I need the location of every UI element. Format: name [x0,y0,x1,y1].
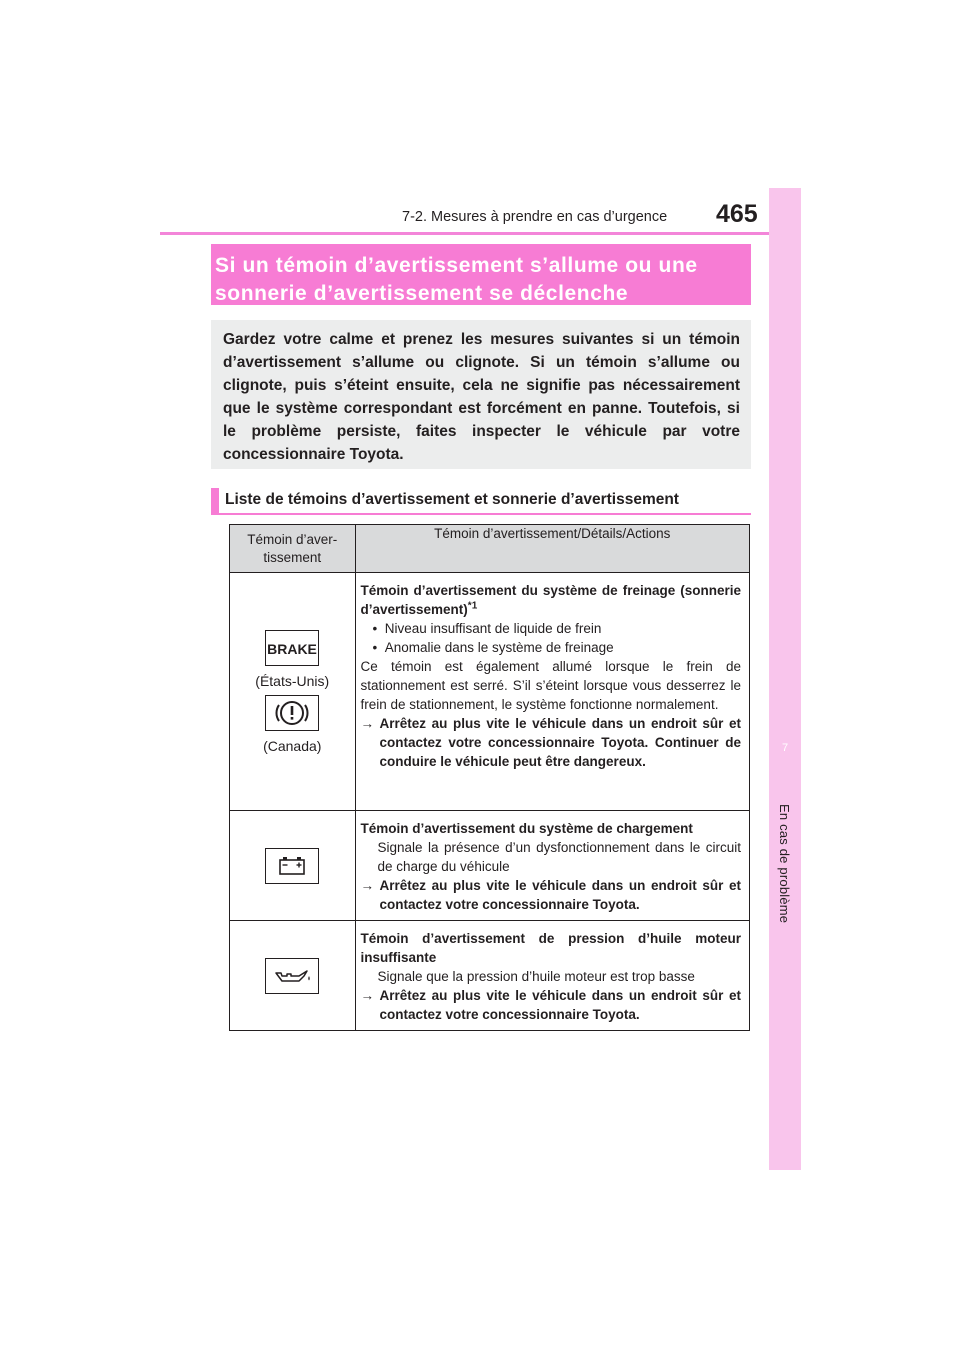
header-description-column-label: Témoin d’avertissement/Détails/Actions [434,526,671,541]
battery-icon [265,848,319,884]
section-heading-line-2: sonnerie d’avertissement se déclenche [215,282,629,305]
page-number: 465 [716,200,758,228]
row-action-text: Arrêtez au plus vite le véhicule dans un endroit sûr et contactez votre concessionnaire Toyota. [379,878,741,912]
exclamation-circle-warning-icon [265,695,319,731]
table-row [230,811,750,921]
icon-caption-canada: (Canada) [263,737,322,754]
brake-warning-icon [265,630,319,666]
list-item-text: Anomalie dans le système de freinage [384,640,614,655]
description-cell [355,811,750,921]
icon-caption-usa: (États-Unis) [255,672,330,689]
section-heading [211,244,751,305]
row-title-text: Témoin d’avertissement du système de freinage (sonnerie d’avertissement) [360,583,741,617]
header-rule [160,232,801,235]
running-header: 7-2. Mesures à prendre en cas d’urgence [402,209,668,225]
row-action [361,986,742,1024]
footnote-marker: *1 [467,600,478,612]
description-cell [355,573,750,811]
oil-pressure-icon [265,958,319,994]
subheading: Liste de témoins d’avertissement et sonnerie d’avertissement [225,491,679,508]
warning-light-table [229,524,750,1031]
list-item-text: Niveau insuffisant de liquide de frein [384,621,602,636]
arrow-icon: → [360,988,374,1003]
chapter-number: 7 [781,742,789,754]
row-title [361,581,742,619]
row-title: Témoin d’avertissement de pression d’huile moteur insuffisante [360,931,741,965]
row-action [361,714,742,771]
chapter-side-tab [769,188,801,1170]
row-action [361,876,742,914]
table-row [230,921,750,1031]
list-item: • Anomalie dans le système de freinage [372,640,614,655]
chapter-side-label: En cas de problème [777,804,792,924]
intro-text: Gardez votre calme et prenez les mesures suivantes si un témoin d’avertissement s’allume ou clignote. Si un témoin s’allume ou clignote, puis s’éteint ensuite, cela ne signifie pas nécessairement que le système correspondant est forcément en panne. Toutefois, si le problème persiste, faites inspecter le véhicule par votre concessionnaire Toyota. [223,331,740,463]
subheading-marker [211,488,219,514]
header-description-column [355,525,750,573]
description-cell [355,921,750,1031]
icon-cell [230,573,356,811]
header-icon-column-label: Témoin d’aver-tissement [247,531,338,565]
icon-cell [230,921,356,1031]
intro-box [211,320,751,469]
brake-icon-text: BRAKE [267,640,318,657]
row-action-text: Arrêtez au plus vite le véhicule dans un endroit sûr et contactez votre concessionnaire Toyota. Continuer de conduire le véhicule peut être dangereux. [379,716,741,769]
list-item: • Niveau insuffisant de liquide de frein [372,621,602,636]
row-title: Témoin d’avertissement du système de chargement [360,821,693,836]
row-note: Ce témoin est également allumé lorsque le frein de stationnement est serré. S’il s’éteint lorsque vous desserrez le frein de stationnement, le système fonctionne normalement. [360,659,741,712]
arrow-icon: → [360,716,374,731]
row-action-text: Arrêtez au plus vite le véhicule dans un endroit sûr et contactez votre concessionnaire Toyota. [379,988,741,1022]
row-detail: Signale que la pression d’huile moteur est trop basse [377,969,695,984]
table-row [230,573,750,811]
arrow-icon: → [360,878,374,893]
section-heading-line-1: Si un témoin d’avertissement s’allume ou une [215,254,698,277]
subheading-rule [211,513,751,515]
table-header-row [230,525,750,573]
header-icon-column [230,525,356,573]
row-detail: Signale la présence d’un dysfonctionnement dans le circuit de charge du véhicule [377,840,741,874]
icon-cell [230,811,356,921]
